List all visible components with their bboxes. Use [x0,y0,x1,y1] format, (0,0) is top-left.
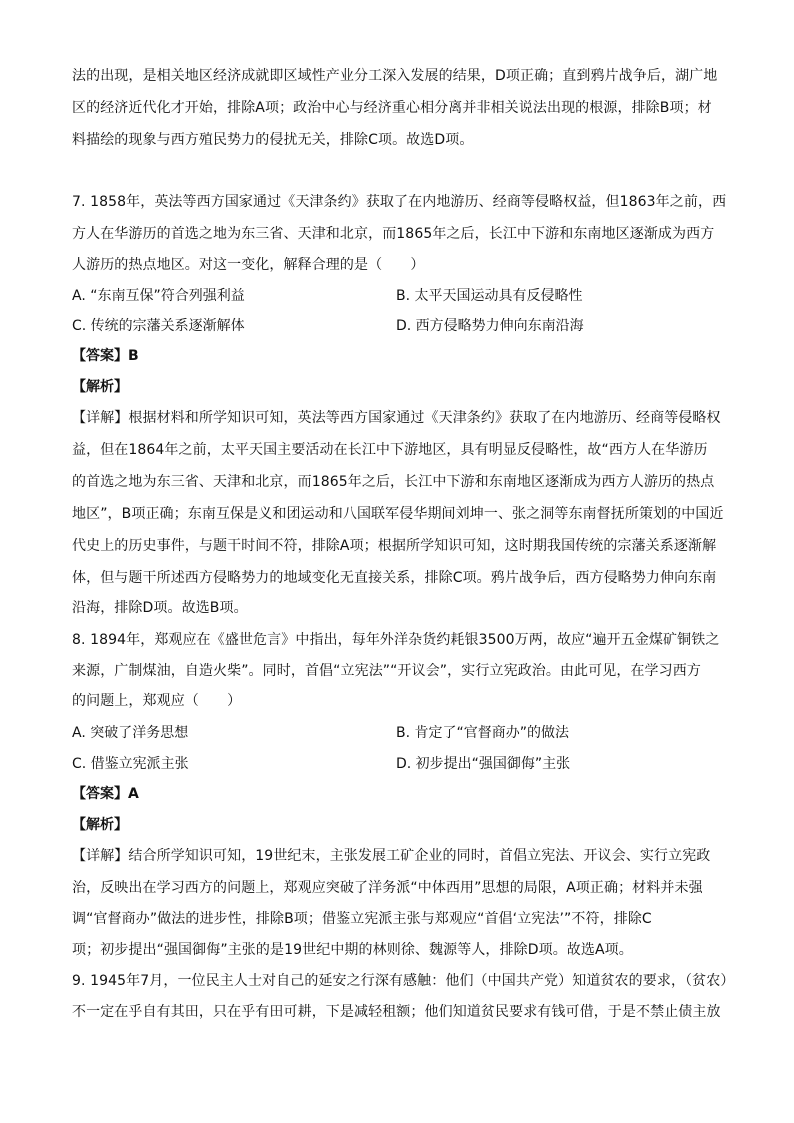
q7-detail-line-4: 地区”，B项正确；东南互保是义和团运动和八国联军侵华期间刘坤一、张之洞等东南督抚所策划的中国近 [72,506,724,522]
q7-detail-line-6: 体，但与题干所述西方侵略势力的地域变化无直接关系，排除C项。鸦片战争后，西方侵略势力伸向东南 [72,570,717,586]
q9-stem-line-1: 9. 1945年7月，一位民主人士对自己的延安之行深有感触：他们（中国共产党）知道贫农的要求，（贫农） [72,973,735,989]
q7-answer: 【答案】B [72,348,139,364]
q7-stem-line-1: 7. 1858年，英法等西方国家通过《天津条约》获取了在内地游历、经商等侵略权益，但1863年之前，西 [72,194,727,210]
q7-detail-line-1: 【详解】根据材料和所学知识可知，英法等西方国家通过《天津条约》获取了在内地游历、经商等侵略权 [72,410,721,426]
q8-detail-line-3: 调“官督商办”做法的进步性，排除B项；借鉴立宪派主张与郑观应“首倡‘立宪法’”不符，排除C [72,911,652,927]
q7-option-a: A. “东南互保”符合列强利益 [72,288,245,304]
q8-stem-line-1: 8. 1894年，郑观应在《盛世危言》中指出，每年外洋杂货约耗银3500万两，故应“遍开五金煤矿铜铁之 [72,632,720,648]
q7-detail-line-3: 的首选之地为东三省、天津和北京，而1865年之后，长江中下游和东南地区逐渐成为西方人游历的热点 [72,474,715,490]
q7-detail-line-7: 沿海，排除D项。故选B项。 [72,600,248,616]
q7-option-b: B. 太平天国运动具有反侵略性 [396,288,583,304]
q8-stem-line-2: 来源，广制煤油，自造火柴”。同时，首倡“立宪法”“开议会”，实行立宪政治。由此可见，在学习西方 [72,663,701,679]
q7-detail-line-2: 益，但在1864年之前，太平天国主要活动在长江中下游地区，具有明显反侵略性，故“西方人在华游历 [72,442,708,458]
intro-line-3: 料描绘的现象与西方殖民势力的侵扰无关，排除C项。故选D项。 [72,132,474,148]
q7-stem-line-3: 人游历的热点地区。对这一变化，解释合理的是（ ） [72,257,425,273]
q8-detail-line-4: 项；初步提出“强国御侮”主张的是19世纪中期的林则徐、魏源等人，排除D项。故选A项。 [72,942,633,958]
q8-analysis-label: 【解析】 [72,817,128,833]
intro-line-1: 法的出现，是相关地区经济成就即区域性产业分工深入发展的结果，D项正确；直到鸦片战争后，湖广地 [72,68,718,84]
q7-option-d: D. 西方侵略势力伸向东南沿海 [396,318,584,334]
q7-stem-line-2: 方人在华游历的首选之地为东三省、天津和北京，而1865年之后，长江中下游和东南地区逐渐成为西方 [72,226,715,242]
q8-option-b: B. 肯定了“官督商办”的做法 [396,725,570,741]
q8-option-d: D. 初步提出“强国御侮”主张 [396,756,571,772]
q9-stem-line-2: 不一定在乎自有其田，只在乎有田可耕，下是减轻租额；他们知道贫民要求有钱可借，于是不禁止债主放 [72,1004,721,1020]
q8-answer: 【答案】A [72,786,139,802]
q7-analysis-label: 【解析】 [72,379,128,395]
q8-stem-line-3: 的问题上，郑观应（ ） [72,693,242,709]
q8-detail-line-1: 【详解】结合所学知识可知，19世纪末，主张发展工矿企业的同时，首倡立宪法、开议会、实行立宪政 [72,848,711,864]
q7-detail-line-5: 代史上的历史事件，与题干时间不符，排除A项；根据所学知识可知，这时期我国传统的宗藩关系逐渐解 [72,538,717,554]
q8-option-c: C. 借鉴立宪派主张 [72,756,189,772]
q7-option-c: C. 传统的宗藩关系逐渐解体 [72,318,245,334]
q8-option-a: A. 突破了洋务思想 [72,725,189,741]
q8-detail-line-2: 治，反映出在学习西方的问题上，郑观应突破了洋务派“中体西用”思想的局限，A项正确；材料并未强 [72,880,703,896]
intro-line-2: 区的经济近代化才开始，排除A项；政治中心与经济重心相分离并非相关说法出现的根源，排除B项；材 [72,100,712,116]
